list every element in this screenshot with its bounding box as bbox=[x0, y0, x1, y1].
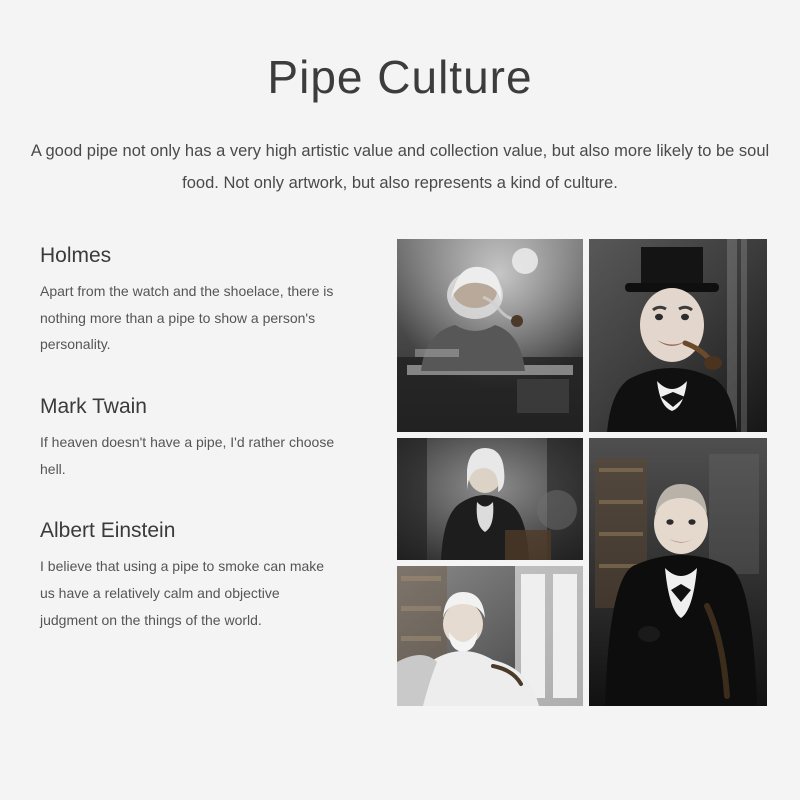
quote-block-holmes bbox=[40, 243, 385, 358]
photo-newton-portrait bbox=[397, 438, 583, 560]
photo-einstein-desk bbox=[397, 239, 583, 432]
quote-text: Apart from the watch and the shoelace, there is nothing more than a pipe to show a person's personality. bbox=[40, 283, 334, 353]
quotes-column bbox=[40, 239, 385, 633]
quote-name: Holmes bbox=[40, 243, 112, 267]
quote-block-albert-einstein bbox=[40, 518, 385, 633]
photo-churchill bbox=[589, 438, 767, 706]
quote-name: Mark Twain bbox=[40, 394, 147, 418]
content-area bbox=[0, 239, 800, 706]
quote-name: Albert Einstein bbox=[40, 519, 176, 543]
quote-text: If heaven doesn't have a pipe, I'd rather choose hell. bbox=[40, 434, 335, 477]
photo-gallery bbox=[385, 239, 767, 706]
quote-block-mark-twain bbox=[40, 394, 385, 482]
quote-text: I believe that using a pipe to smoke can make us have a relatively calm and objective judgment on the things of the world. bbox=[40, 558, 325, 628]
photo-mark-twain bbox=[397, 566, 583, 706]
intro-paragraph: A good pipe not only has a very high artistic value and collection value, but also more likely to be soul food. Not only artwork, but also represents a kind of culture. bbox=[30, 141, 770, 192]
photo-holmes-tophat bbox=[589, 239, 767, 432]
page-title: Pipe Culture bbox=[267, 51, 533, 103]
